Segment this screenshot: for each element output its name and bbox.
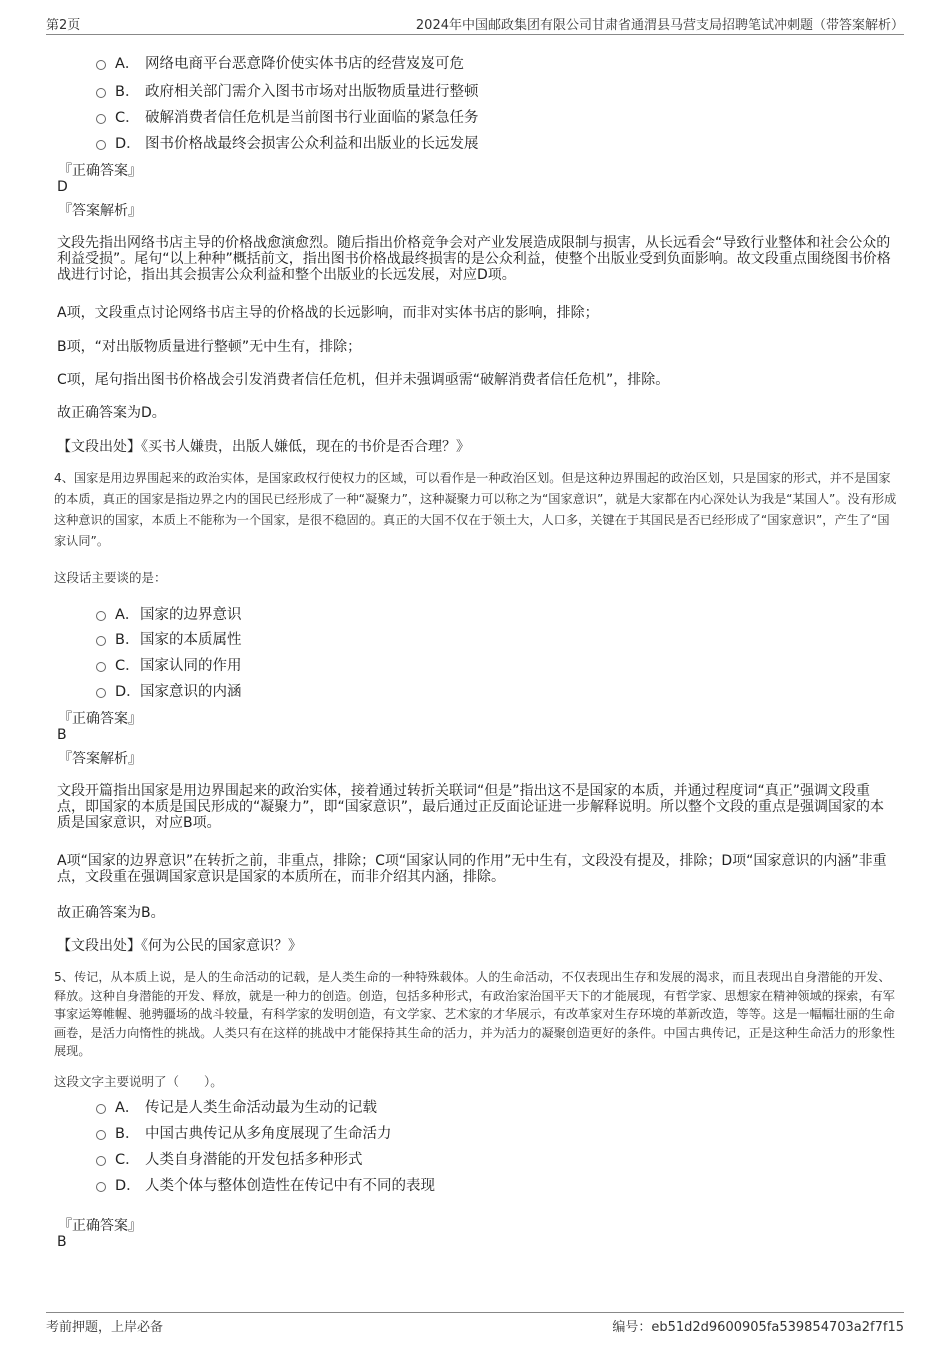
analysis-label: 『答案解析』 xyxy=(58,751,142,767)
q4-option-d[interactable]: D．国家意识的内涵 xyxy=(96,680,242,701)
q3-option-b[interactable]: B． 政府相关部门需介入图书市场对出版物质量进行整顿 xyxy=(96,80,479,101)
radio-icon[interactable] xyxy=(96,114,106,124)
document-title: 2024年中国邮政集团有限公司甘肃省通渭县马营支局招聘笔试冲刺题（带答案解析） xyxy=(415,18,904,33)
radio-icon[interactable] xyxy=(96,1104,106,1114)
analysis-note-a: A项，文段重点讨论网络书店主导的价格战的长远影响，而非对实体书店的影响，排除； xyxy=(57,305,599,321)
analysis-label: 『答案解析』 xyxy=(58,203,142,219)
page-footer xyxy=(46,1312,904,1335)
q3-option-a[interactable]: A． 网络电商平台恶意降价使实体书店的经营岌岌可危 xyxy=(96,52,464,73)
q5-option-b[interactable]: B． 中国古典传记从多角度展现了生命活力 xyxy=(96,1122,392,1143)
radio-icon[interactable] xyxy=(96,636,106,646)
analysis-note: A项“国家的边界意识”在转折之前，非重点，排除；C项“国家认同的作用”无中生有，文段没有提及，排除；D项“国家意识的内涵”非重点，文段重在强调国家意识是国家的本质所在，而非介绍其内涵，排除。 xyxy=(57,853,887,885)
radio-icon[interactable] xyxy=(96,88,106,98)
radio-icon[interactable] xyxy=(96,611,106,621)
question-stem: 5、传记，从本质上说，是人的生命活动的记载，是人类生命的一种特殊载体。人的生命活动，不仅表现出生存和发展的渴求，而且表现出自身潜能的开发、释放。这种自身潜能的开发、释放，就是一种力的创造。创造，包括多种形式，有政治家治国平天下的才能展现，有哲学家、思想家在精神领域的探索，有军事家运筹帷幄、驰骋疆场的战斗较量，有科学家的发明创造，有文学家、艺术家的才华展示，有改革家对生存环境的革新改造，等等。这是一幅幅壮丽的生命画卷，是活力向惰性的挑战。人类只有在这样的挑战中才能保持其生命的活力，并为活力的凝聚创造更好的条件。中国古典传记，正是这种生命活力的形象性展现。 xyxy=(54,970,895,1058)
q4-option-b[interactable]: B．国家的本质属性 xyxy=(96,628,242,649)
question-prompt: 这段话主要谈的是： xyxy=(54,570,167,585)
q5-option-d[interactable]: D． 人类个体与整体创造性在传记中有不同的表现 xyxy=(96,1174,435,1195)
answer-label: 『正确答案』 xyxy=(58,163,142,179)
radio-icon[interactable] xyxy=(96,140,106,150)
answer-value: B xyxy=(57,1234,67,1250)
radio-icon[interactable] xyxy=(96,1182,106,1192)
analysis-note-b: B项，“对出版物质量进行整顿”无中生有，排除； xyxy=(57,339,362,355)
radio-icon[interactable] xyxy=(96,662,106,672)
answer-value: B xyxy=(57,727,67,743)
radio-icon[interactable] xyxy=(96,1130,106,1140)
q5-option-c[interactable]: C． 人类自身潜能的开发包括多种形式 xyxy=(96,1148,363,1169)
conclusion: 故正确答案为D。 xyxy=(57,405,166,421)
question-prompt: 这段文字主要说明了（ ）。 xyxy=(54,1074,223,1089)
radio-icon[interactable] xyxy=(96,688,106,698)
analysis-text: 文段先指出网络书店主导的价格战愈演愈烈。随后指出价格竞争会对产业发展造成限制与损害，从长远看会“导致行业整体和社会公众的利益受损”。尾句“以上种种”概括前文，指出图书价格战最终损害的是公众利益，使整个出版业受到负面影响。故文段重点围绕图书价格战进行讨论，指出其会损害公众利益和整个出版业的长远发展，对应D项。 xyxy=(57,235,891,283)
analysis-text: 文段开篇指出国家是用边界围起来的政治实体，接着通过转折关联词“但是”指出这不是国家的本质，并通过程度词“真正”强调文段重点，即国家的本质是国民形成的“凝聚力”，即“国家意识”，最后通过正反面论证进一步解释说明。所以整个文段的重点是强调国家的本质是国家意识，对应B项。 xyxy=(57,783,885,831)
answer-label: 『正确答案』 xyxy=(58,711,142,727)
answer-value: D xyxy=(57,179,68,195)
radio-icon[interactable] xyxy=(96,1156,106,1166)
q3-option-d[interactable]: D． 图书价格战最终会损害公众利益和出版业的长远发展 xyxy=(96,132,479,153)
q5-option-a[interactable]: A． 传记是人类生命活动最为生动的记载 xyxy=(96,1096,377,1117)
footer-slogan: 考前押题，上岸必备 xyxy=(46,1320,164,1335)
source: 【文段出处】《买书人嫌贵，出版人嫌低，现在的书价是否合理？》 xyxy=(57,439,470,455)
q4-option-c[interactable]: C．国家认同的作用 xyxy=(96,654,242,675)
q3-option-c[interactable]: C． 破解消费者信任危机是当前图书行业面临的紧急任务 xyxy=(96,106,479,127)
answer-label: 『正确答案』 xyxy=(58,1218,142,1234)
source: 【文段出处】《何为公民的国家意识？》 xyxy=(57,938,302,954)
q4-option-a[interactable]: A．国家的边界意识 xyxy=(96,603,242,624)
question-stem: 4、国家是用边界围起来的政治实体，是国家政权行使权力的区域，可以看作是一种政治区划。但是这种边界围起的政治区划，只是国家的形式，并不是国家的本质，真正的国家是指边界之内的国民已经形成了一种“凝聚力”，这种凝聚力可以称之为“国家意识”，就是大家都在内心深处认为我是“某国人”。没有形成这种意识的国家，本质上不能称为一个国家，是很不稳固的。真正的大国不仅在于领土大，人口多，关键在于其国民是否已经形成了“国家意识”，产生了“国家认同”。 xyxy=(54,471,897,548)
conclusion: 故正确答案为B。 xyxy=(57,905,165,921)
page-number: 第2页 xyxy=(46,18,81,33)
page-header xyxy=(46,14,904,35)
analysis-note-c: C项，尾句指出图书价格战会引发消费者信任危机，但并未强调亟需“破解消费者信任危机”，排除。 xyxy=(57,372,670,388)
document-id: 编号：eb51d2d9600905fa539854703a2f7f15 xyxy=(612,1320,904,1335)
radio-icon[interactable] xyxy=(96,60,106,70)
